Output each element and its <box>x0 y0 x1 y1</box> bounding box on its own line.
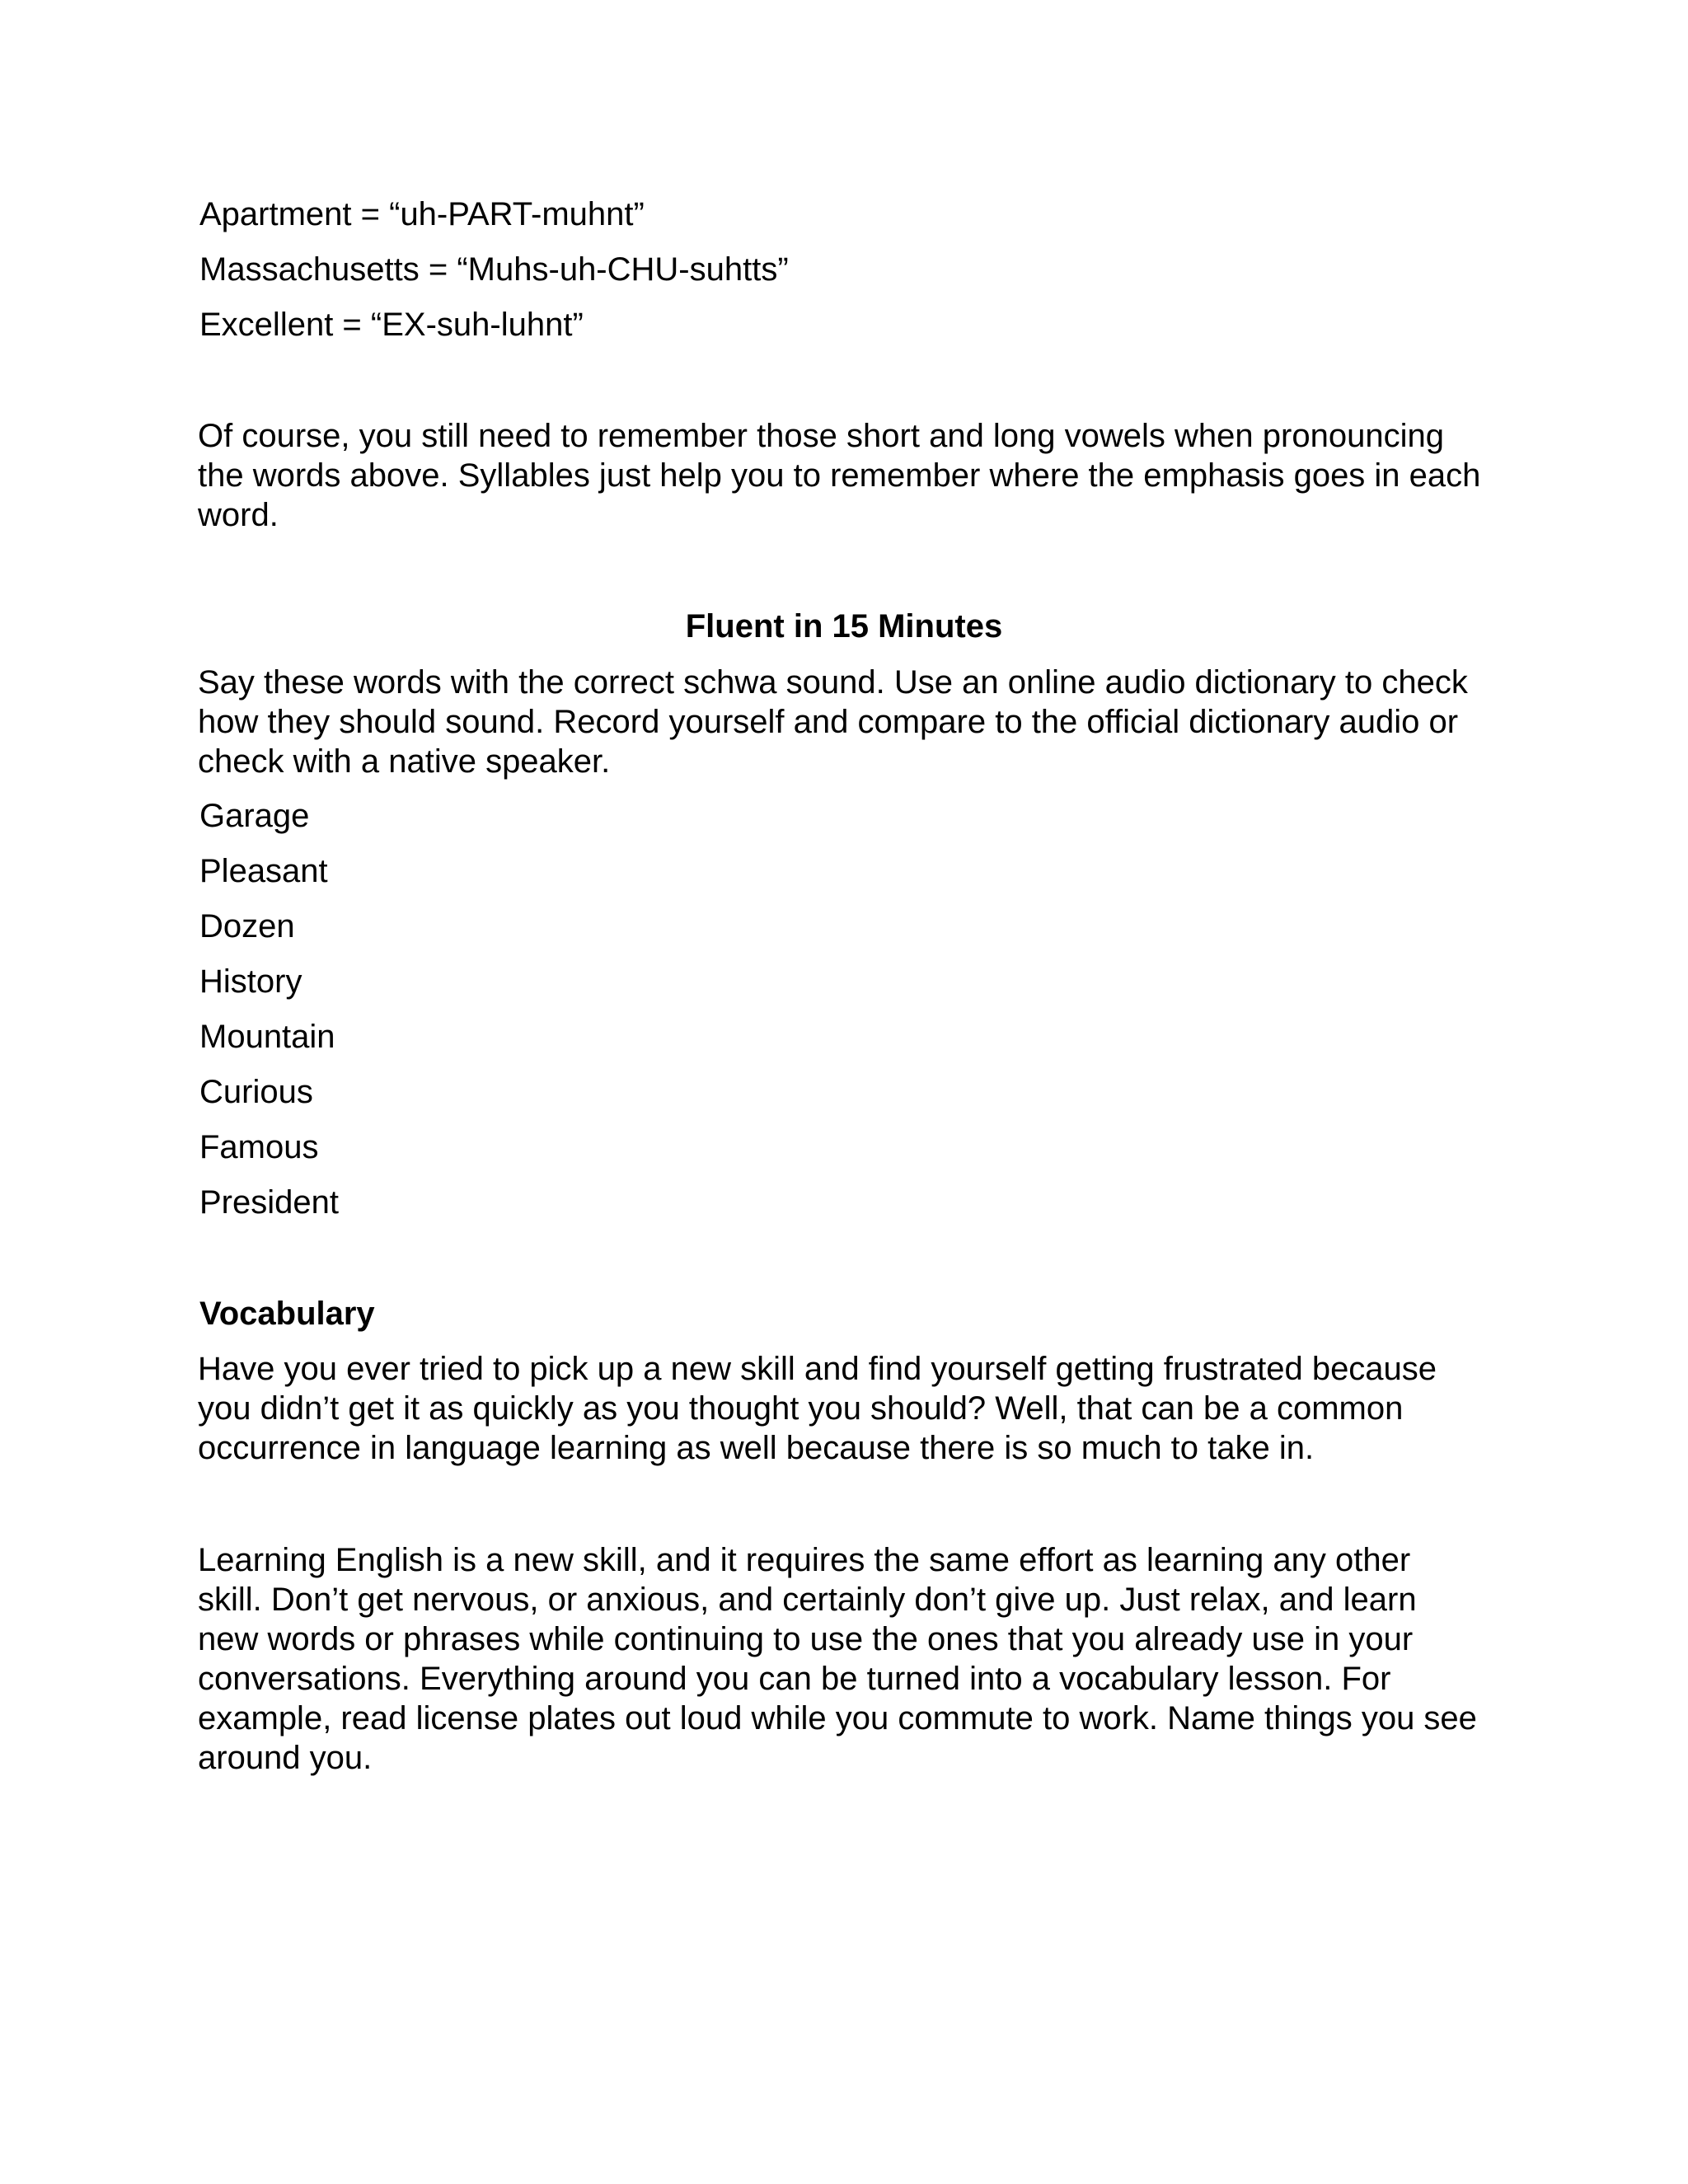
paragraph-line: around you. <box>198 1740 373 1776</box>
paragraph-line: occurrence in language learning as well because there is so much to take in. <box>198 1430 1315 1466</box>
pronunciation-line: Apartment = “uh-PART-muhnt” <box>199 196 645 232</box>
practice-word: Mountain <box>199 1019 335 1055</box>
paragraph-line: Of course, you still need to remember those short and long vowels when pronouncing <box>198 418 1444 454</box>
practice-word: Garage <box>199 798 310 834</box>
practice-word: Curious <box>199 1074 313 1110</box>
vowel-note-paragraph <box>198 416 1517 535</box>
practice-word: Dozen <box>199 908 295 944</box>
paragraph-line: word. <box>198 497 279 533</box>
paragraph-line: skill. Don’t get nervous, or anxious, and certainly don’t give up. Just relax, and learn <box>198 1582 1417 1618</box>
fluent-instructions-paragraph <box>198 663 1517 781</box>
section-heading-vocabulary: Vocabulary <box>199 1296 375 1332</box>
vocabulary-paragraph-2 <box>198 1540 1517 1778</box>
pronunciation-line: Excellent = “EX-suh-luhnt” <box>199 307 584 343</box>
practice-word: Famous <box>199 1129 319 1165</box>
pronunciation-line: Massachusetts = “Muhs-uh-CHU-suhtts” <box>199 251 789 288</box>
paragraph-line: new words or phrases while continuing to use the ones that you already use in your <box>198 1621 1414 1657</box>
paragraph-line: Say these words with the correct schwa sound. Use an online audio dictionary to check <box>198 664 1468 701</box>
vocabulary-paragraph-1 <box>198 1349 1517 1468</box>
paragraph-line: conversations. Everything around you can be turned into a vocabulary lesson. For <box>198 1661 1391 1697</box>
practice-word: Pleasant <box>199 853 328 889</box>
paragraph-line: Learning English is a new skill, and it requires the same effort as learning any other <box>198 1542 1411 1578</box>
practice-word: History <box>199 963 302 1000</box>
paragraph-line: the words above. Syllables just help you to remember where the emphasis goes in each <box>198 457 1481 494</box>
paragraph-line: how they should sound. Record yourself and compare to the official dictionary audio or <box>198 704 1459 740</box>
paragraph-line: check with a native speaker. <box>198 743 611 780</box>
paragraph-line: Have you ever tried to pick up a new skill and find yourself getting frustrated because <box>198 1351 1437 1387</box>
section-heading-fluent: Fluent in 15 Minutes <box>685 608 1003 644</box>
practice-word: President <box>199 1184 339 1221</box>
paragraph-line: example, read license plates out loud while you commute to work. Name things you see <box>198 1700 1477 1736</box>
paragraph-line: you didn’t get it as quickly as you thought you should? Well, that can be a common <box>198 1390 1404 1427</box>
